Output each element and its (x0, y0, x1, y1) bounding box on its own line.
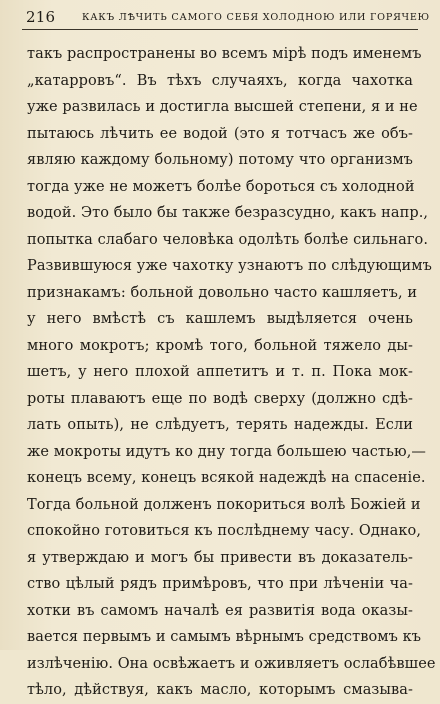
text-line: много мокротъ; кромѣ того, больной тяжело ды- (27, 337, 413, 354)
text-line: шетъ, у него плохой аппетитъ и т. п. Пока мок- (27, 364, 413, 380)
text-line: лать опыть), не слѣдуетъ, терять надежды. Если (27, 417, 413, 433)
page-number: 216 (26, 8, 56, 26)
text-line: конецъ всему, конецъ всякой надеждѣ на спасеніе. (27, 470, 426, 486)
text-line: тѣло, дѣйствуя, какъ масло, которымъ смазыва- (27, 682, 413, 698)
text-line: роты плаваютъ еще по водѣ сверху (должно сдѣ- (27, 390, 413, 407)
text-line: вается первымъ и самымъ вѣрнымъ средствомъ къ (27, 629, 422, 645)
header-rule (22, 29, 418, 30)
text-line: являю каждому больному) потому что организмъ (27, 152, 413, 168)
text-line: у него вмѣстѣ съ кашлемъ выдѣляется очень (27, 311, 413, 327)
text-line: уже развилась и достигла высшей степени, я и не (27, 99, 418, 115)
text-line: такъ распространены во всемъ мірѣ подъ именемъ (27, 46, 422, 62)
text-line: признакамъ: больной довольно часто кашляетъ, и (27, 284, 418, 301)
text-line: излѣченію. Она освѣжаетъ и оживляетъ ослабѣвшее (27, 655, 436, 672)
running-head: КАКЪ ЛѢЧИТЬ САМОГО СЕБЯ ХОЛОДНОЮ ИЛИ ГОРЯЧЕЮ (82, 12, 430, 23)
text-line: Развившуюся уже чахотку узнаютъ по слѣдующимъ (27, 258, 432, 274)
text-line: пытаюсь лѣчить ее водой (это я тотчасъ же объ- (27, 125, 413, 142)
text-line: водой. Это было бы также безразсудно, какъ напр., (27, 205, 429, 221)
text-line: тогда уже не можетъ болѣе бороться съ холодной (27, 178, 415, 195)
text-line: спокойно готовиться къ послѣднему часу. Однако, (27, 523, 422, 539)
page-header (0, 8, 440, 34)
text-line: „катарровъ“. Въ тѣхъ случаяхъ, когда чахотка (27, 72, 413, 89)
text-line: попытка слабаго человѣка одолѣть болѣе сильнаго. (27, 231, 429, 248)
text-line: я утверждаю и могъ бы привести въ доказатель- (27, 549, 413, 566)
text-line: Тогда больной долженъ покориться волѣ Божіей и (27, 496, 421, 513)
text-line: ство цѣлый рядъ примѣровъ, что при лѣченіи ча- (27, 576, 413, 592)
text-line: же мокроты идутъ ко дну тогда большею частью,— (27, 443, 426, 460)
body-text (27, 41, 436, 704)
text-line: хотки въ самомъ началѣ ея развитія вода оказы- (27, 602, 413, 619)
